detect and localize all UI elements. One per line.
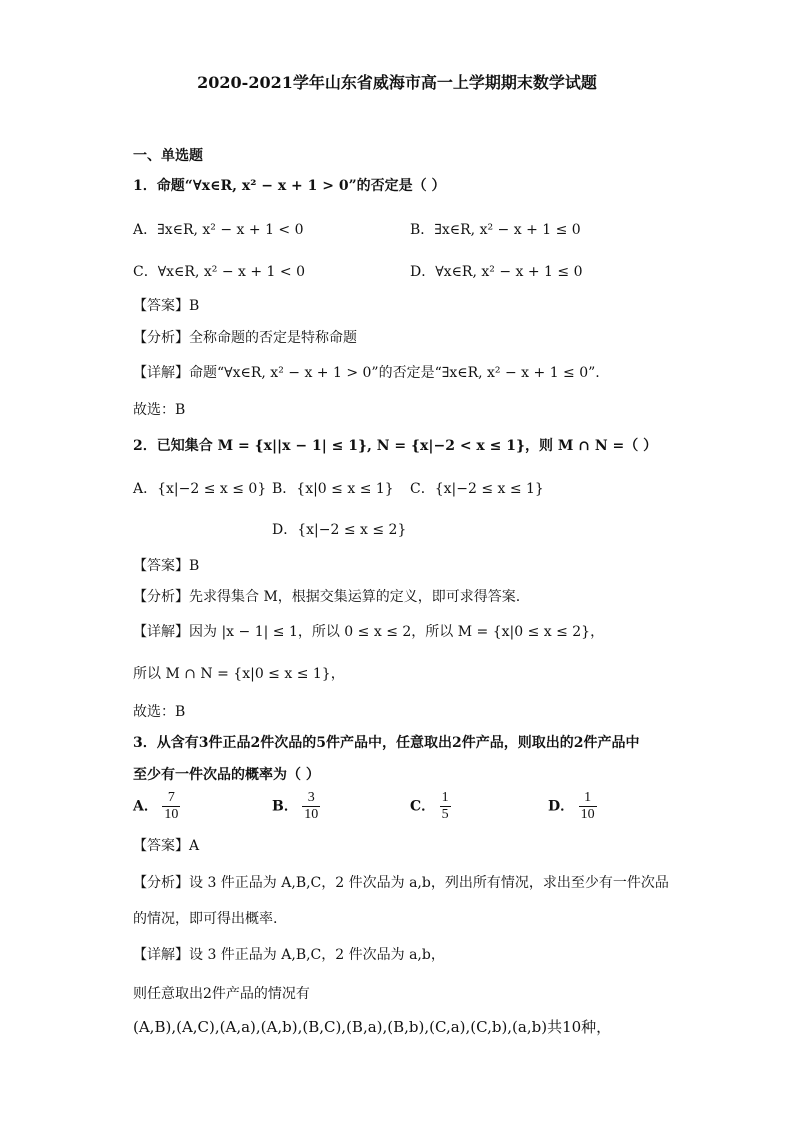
- q3-option-d-numerator: 1: [579, 790, 597, 807]
- q3-option-b-numerator: 3: [302, 790, 320, 807]
- q3-option-d-denominator: 10: [580, 807, 595, 822]
- q2-option-b: B．{x|0 ≤ x ≤ 1}: [272, 481, 394, 497]
- q3-option-a-fraction: [162, 790, 180, 823]
- q2-stem: 2．已知集合 M = {x||x − 1| ≤ 1}, N = {x|−2 < x ≤ 1}，则 M ∩ N =（ ）: [133, 438, 658, 454]
- q1-option-c: C．∀x∈R, x² − x + 1 < 0: [133, 264, 305, 280]
- q1-answer: 【答案】B: [133, 298, 200, 314]
- q3-option-c-label: C．: [410, 798, 436, 815]
- q3-option-b-fraction: [302, 790, 320, 823]
- q3-option-a-denominator: 10: [164, 807, 179, 822]
- q1-analysis: 【分析】全称命题的否定是特称命题: [133, 330, 357, 346]
- q3-stem-line-1: 3．从含有3件正品2件次品的5件产品中，任意取出2件产品，则取出的2件产品中: [133, 735, 640, 751]
- q1-option-d: D．∀x∈R, x² − x + 1 ≤ 0: [410, 264, 583, 280]
- q3-option-c-numerator: 1: [441, 790, 449, 805]
- q3-option-d: [548, 790, 597, 823]
- q3-detail: 【详解】设 3 件正品为 A,B,C，2 件次品为 a,b，: [133, 947, 445, 963]
- q3-stem-line-2: 至少有一件次品的概率为（ ）: [133, 767, 320, 783]
- q2-detail-2: 所以 M ∩ N = {x|0 ≤ x ≤ 1}，: [133, 666, 345, 682]
- q2-analysis: 【分析】先求得集合 M，根据交集运算的定义，即可求得答案.: [133, 589, 521, 605]
- q3-answer: 【答案】A: [133, 838, 200, 854]
- q3-option-b: [272, 790, 320, 823]
- q3-option-a-numerator: 7: [162, 790, 180, 807]
- q3-analysis-line-1: 【分析】设 3 件正品为 A,B,C，2 件次品为 a,b，列出所有情况，求出至少有一件次品: [133, 875, 669, 891]
- q3-option-b-denominator: 10: [304, 807, 319, 822]
- q3-analysis-line-2: 的情况，即可得出概率.: [133, 911, 278, 927]
- q3-option-a: [133, 790, 180, 823]
- q2-detail: 【详解】因为 |x − 1| ≤ 1，所以 0 ≤ x ≤ 2，所以 M = {x|0 ≤ x ≤ 2}，: [133, 624, 605, 640]
- q1-option-a: A．∃x∈R, x² − x + 1 < 0: [133, 222, 304, 238]
- q3-detail-3: (A,B),(A,C),(A,a),(A,b),(B,C),(B,a),(B,b),(C,a),(C,b),(a,b)共10种，: [133, 1018, 612, 1036]
- q3-option-c-fraction: [440, 790, 451, 823]
- q1-option-b: B．∃x∈R, x² − x + 1 ≤ 0: [410, 222, 581, 238]
- q2-option-c: C．{x|−2 ≤ x ≤ 1}: [410, 481, 544, 497]
- q2-choose: 故选：B: [133, 704, 186, 720]
- q3-option-b-label: B．: [272, 798, 298, 815]
- q3-option-a-label: A．: [133, 798, 158, 815]
- page-title: 2020-2021学年山东省威海市高一上学期期末数学试题: [197, 73, 597, 92]
- q3-option-d-fraction: [579, 790, 597, 823]
- q2-answer: 【答案】B: [133, 558, 200, 574]
- q3-option-c: [410, 790, 451, 823]
- q2-option-a: A．{x|−2 ≤ x ≤ 0}: [133, 481, 267, 497]
- q1-detail: 【详解】命题“∀x∈R, x² − x + 1 > 0”的否定是“∃x∈R, x² − x + 1 ≤ 0”.: [133, 365, 600, 381]
- q2-option-d: D．{x|−2 ≤ x ≤ 2}: [272, 522, 407, 538]
- q1-choose: 故选：B: [133, 402, 186, 418]
- q3-option-c-denominator: 5: [441, 807, 449, 822]
- q3-option-d-label: D．: [548, 798, 575, 815]
- q3-detail-2: 则任意取出2件产品的情况有: [133, 986, 310, 1002]
- q1-stem: 1．命题“∀x∈R, x² − x + 1 > 0”的否定是（ ）: [133, 178, 446, 194]
- section-heading: 一、单选题: [133, 148, 203, 164]
